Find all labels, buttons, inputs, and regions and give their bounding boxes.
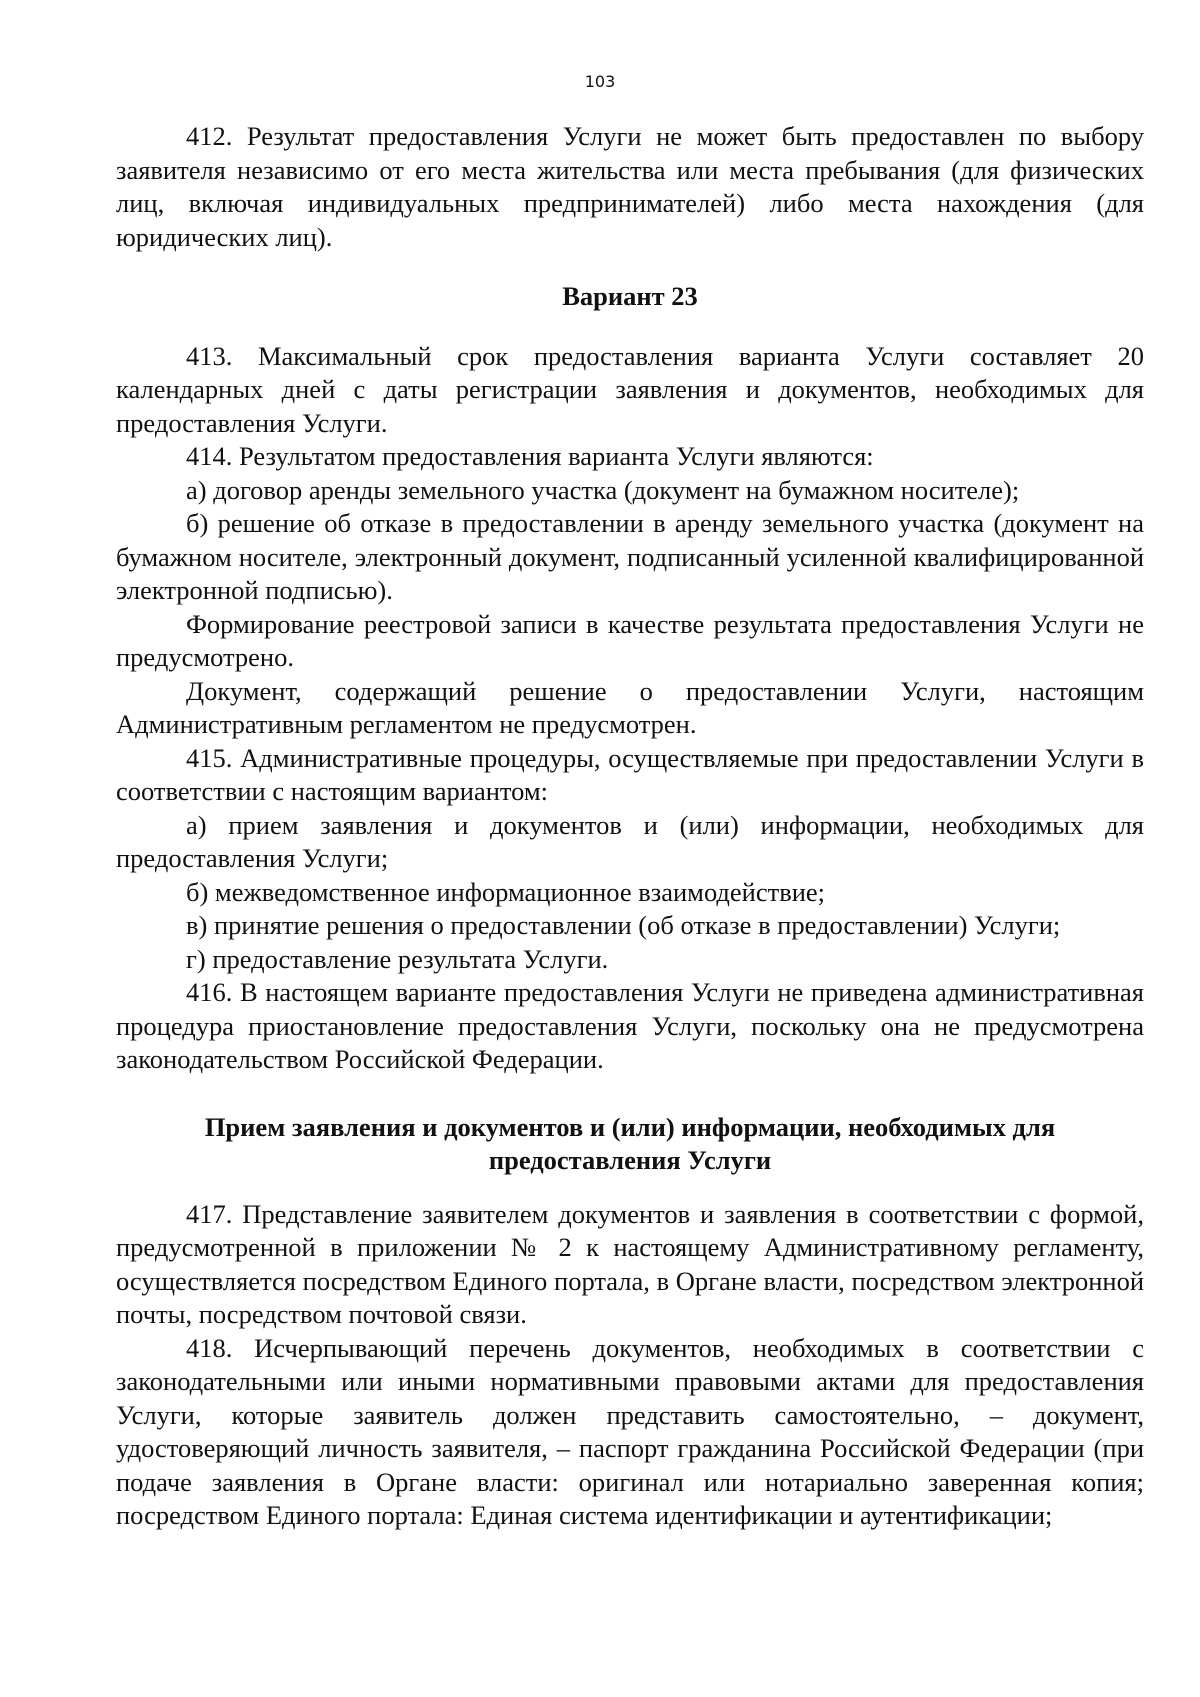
paragraph-414: 414. Результатом предоставления варианта Услуги являются: — [186, 441, 874, 471]
list-item-415-v: в) принятие решения о предоставлении (об отказе в предоставлении) Услуги; — [186, 910, 1061, 940]
paragraph-412: 412. Результат предоставления Услуги не может быть предоставлен по выбору заявителя независимо от его места жительства или места пребывания (для физических лиц, включая индивидуальных предпринимателей) либо места нахождения (для юридических лиц). — [116, 121, 1144, 252]
variant-heading: Вариант 23 — [562, 281, 698, 311]
paragraph-registry-record: Формирование реестровой записи в качестве результата предоставления Услуги не предусмотрено. — [116, 608, 1144, 672]
list-item-414-b: б) решение об отказе в предоставлении в аренду земельного участка (документ на бумажном носителе, электронный документ, подписанный усиленной квалифицированной электронной подписью). — [116, 508, 1144, 605]
paragraph-416: 416. В настоящем варианте предоставления Услуги не приведена административная процедура приостановление предоставления Услуги, поскольку она не предусмотрена законодательством Российской Федерации. — [116, 977, 1144, 1074]
list-item-415-g: г) предоставление результата Услуги. — [186, 943, 609, 974]
paragraph-415: 415. Административные процедуры, осуществляемые при предоставлении Услуги в соответствии с настоящим вариантом: — [116, 742, 1144, 806]
paragraph-413: 413. Максимальный срок предоставления варианта Услуги составляет 20 календарных дней с даты регистрации заявления и документов, необходимых для предоставления Услуги. — [116, 340, 1144, 438]
list-item-414-a: а) договор аренды земельного участка (документ на бумажном носителе); — [186, 474, 1020, 505]
paragraph-decision-document: Документ, содержащий решение о предоставлении Услуги, настоящим Административным регламентом не предусмотрен. — [116, 675, 1144, 739]
list-item-415-a: а) прием заявления и документов и (или) информации, необходимых для предоставления Услуги; — [116, 809, 1144, 873]
section-heading — [116, 1111, 1144, 1178]
paragraph-417: 417. Представление заявителем документов и заявления в соответствии с формой, предусмотренной в приложении № 2 к настоящему Административному регламенту, осуществляется посредством Единого портала, в Органе власти, посредством электронной почты, посредством почтовой связи. — [116, 1198, 1144, 1329]
document-body — [116, 120, 1144, 1533]
list-item-415-b: б) межведомственное информационное взаимодействие; — [186, 876, 826, 907]
section-heading-line-2: предоставления Услуги — [488, 1145, 772, 1175]
section-heading-line-1: Прием заявления и документов и (или) информации, необходимых для — [204, 1111, 1056, 1142]
page-number: 103 — [584, 72, 616, 91]
paragraph-418: 418. Исчерпывающий перечень документов, необходимых в соответствии с законодательными или иными нормативными правовыми актами для предоставления Услуги, которые заявитель должен представить самостоятельно, – документ, удостоверяющий личность заявителя, – паспорт гражданина Российской Федерации (при подаче заявления в Органе власти: оригинал или нотариально заверенная копия; посредством Единого портала: Единая система идентификации и аутентификации; — [116, 1332, 1144, 1530]
